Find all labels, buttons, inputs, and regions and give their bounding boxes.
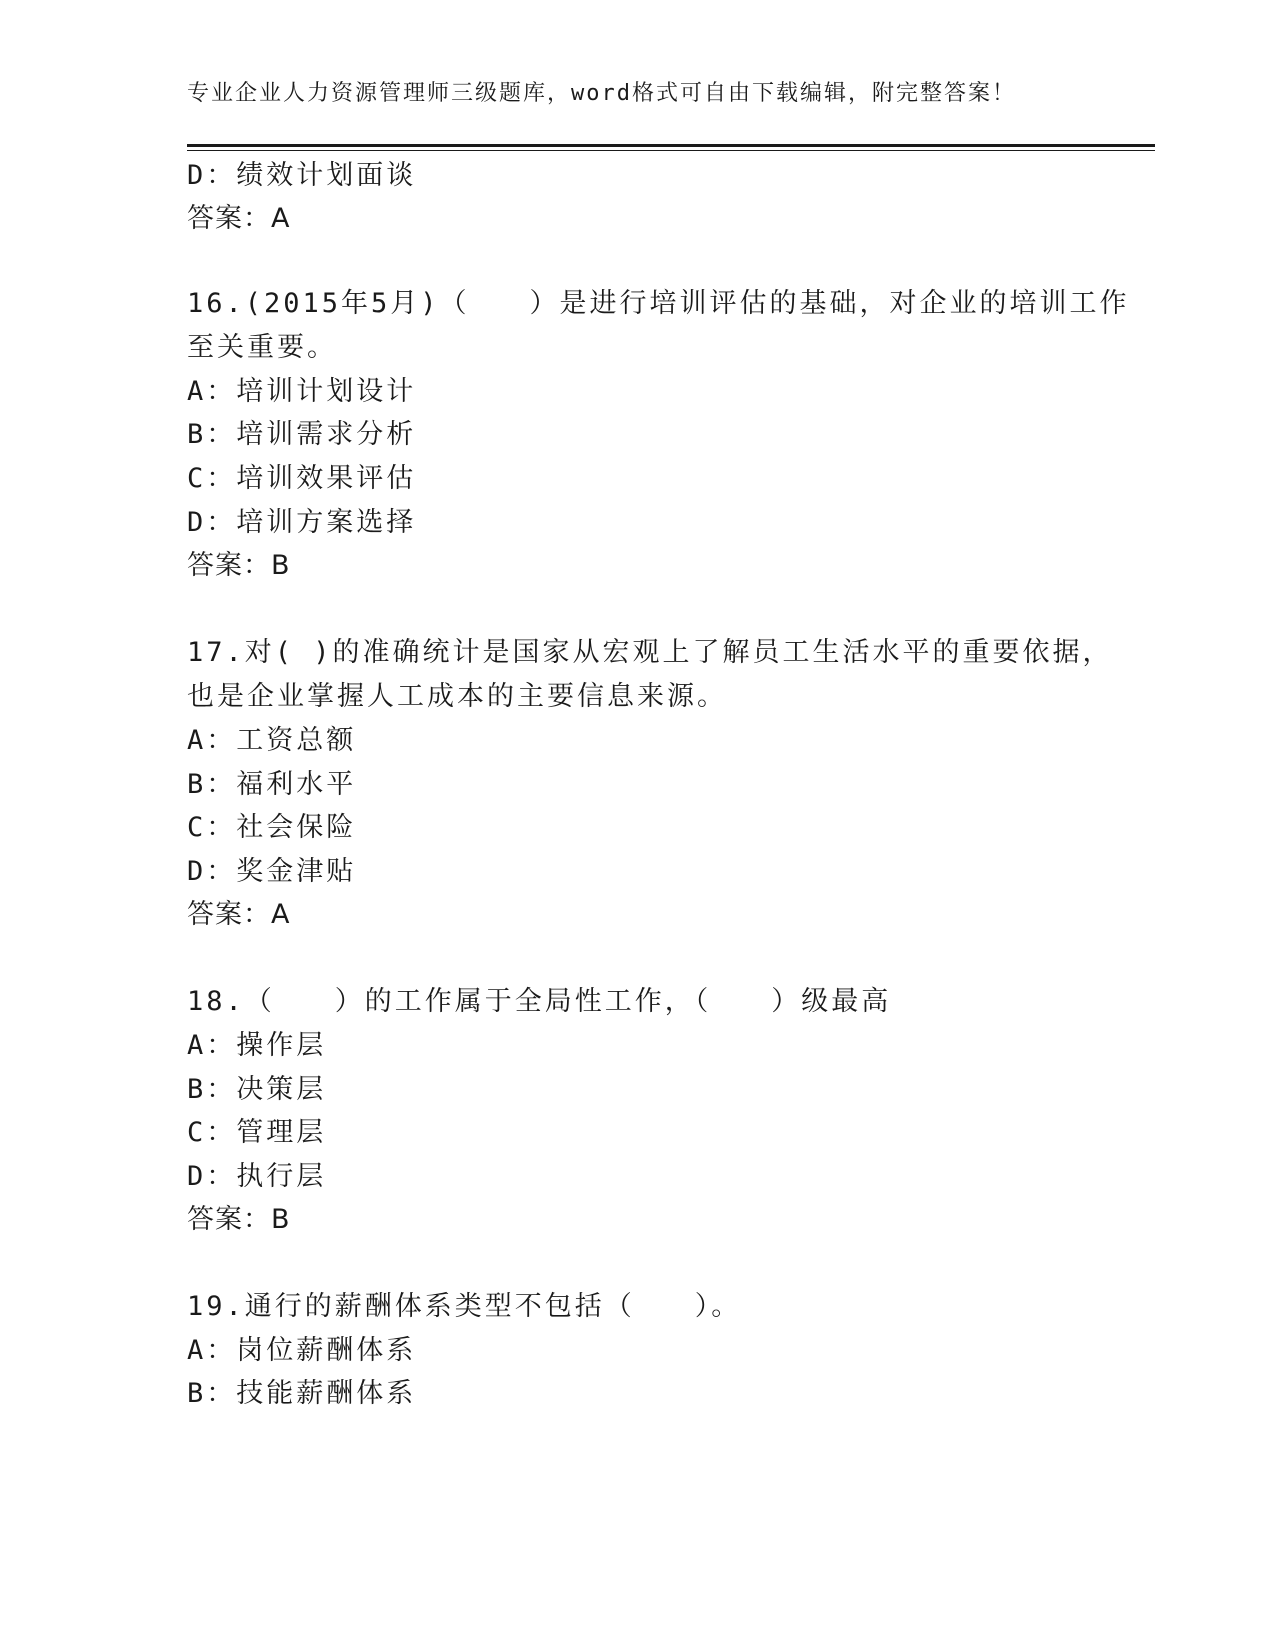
question-stem: 16.(2015年5月)（ ）是进行培训评估的基础，对企业的培训工作: [187, 288, 1130, 319]
answer: 答案：B: [187, 550, 291, 581]
option-d: D：培训方案选择: [187, 507, 417, 538]
question-stem: 也是企业掌握人工成本的主要信息来源。: [187, 681, 727, 712]
option-c: C：培训效果评估: [187, 463, 417, 494]
answer: 答案：A: [187, 899, 291, 930]
question-stem: 17.对( )的准确统计是国家从宏观上了解员工生活水平的重要依据，: [187, 637, 1113, 668]
option-c: C：社会保险: [187, 812, 357, 843]
option-a: A：操作层: [187, 1030, 327, 1061]
question-stem: 至关重要。: [187, 332, 337, 363]
header-rule-thick: [187, 144, 1155, 147]
question-stem: 18.（ ）的工作属于全局性工作，（ ）级最高: [187, 986, 892, 1017]
answer: 答案：B: [187, 1204, 291, 1235]
option-d: D：奖金津贴: [187, 856, 357, 887]
prev-option-d: D：绩效计划面谈: [187, 160, 417, 191]
option-b: B：技能薪酬体系: [187, 1378, 417, 1409]
option-c: C：管理层: [187, 1117, 327, 1148]
option-b: B：福利水平: [187, 769, 357, 800]
option-a: A：培训计划设计: [187, 376, 417, 407]
question-stem: 19.通行的薪酬体系类型不包括（ ）。: [187, 1291, 742, 1322]
option-d: D：执行层: [187, 1161, 327, 1192]
option-b: B：决策层: [187, 1074, 327, 1105]
header-text: 专业企业人力资源管理师三级题库，word格式可自由下载编辑，附完整答案！: [187, 81, 1016, 106]
prev-answer: 答案：A: [187, 203, 291, 234]
option-a: A：岗位薪酬体系: [187, 1335, 417, 1366]
option-b: B：培训需求分析: [187, 419, 417, 450]
option-a: A：工资总额: [187, 725, 357, 756]
header-rule-thin: [187, 150, 1155, 151]
